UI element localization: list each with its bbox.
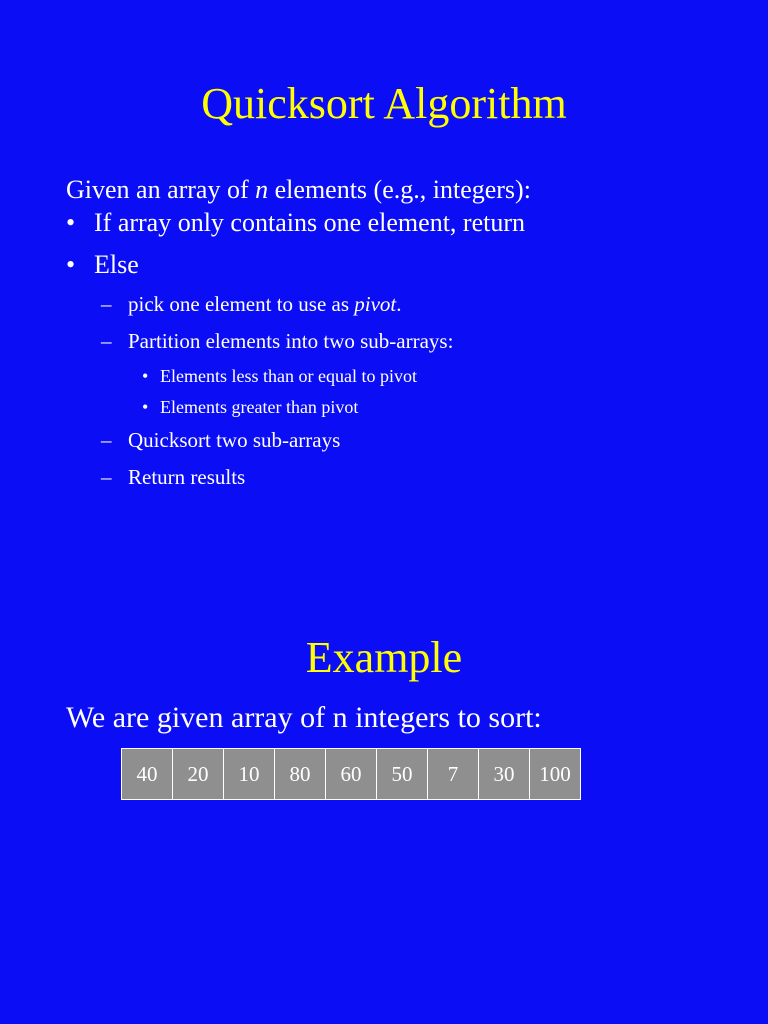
array-cell: 80	[275, 749, 326, 799]
sub-item-quicksort	[66, 426, 746, 463]
bullet-item-return	[66, 206, 746, 248]
bullet-marker: •	[66, 208, 76, 237]
bullet-text: If array only contains one element, return	[94, 208, 525, 237]
sub-item-text-after: .	[396, 292, 402, 316]
intro-text-before: Given an array of	[66, 175, 256, 204]
sub-item-return-results	[66, 463, 746, 500]
bullet-item-else	[66, 248, 746, 290]
array-cell: 60	[326, 749, 377, 799]
sub-item-text: Partition elements into two sub-arrays:	[128, 329, 454, 353]
sub-item-partition	[66, 327, 746, 364]
sub-item-text-before: pick one element to use as	[128, 292, 355, 316]
bullet-marker: •	[142, 397, 149, 417]
dash-marker: –	[101, 292, 112, 316]
bullet-marker: •	[142, 366, 149, 386]
array-cell: 7	[428, 749, 479, 799]
slide-content	[66, 174, 746, 500]
subsub-item-text: Elements less than or equal to pivot	[160, 366, 417, 386]
sub-item-text: Quicksort two sub-arrays	[128, 428, 341, 452]
sub-item-text-italic: pivot	[354, 292, 397, 316]
subsub-item-less-equal	[66, 364, 746, 395]
bullet-text: Else	[94, 250, 139, 279]
array-cell: 10	[224, 749, 275, 799]
slide-example	[0, 512, 768, 1024]
intro-text	[66, 174, 746, 206]
subsub-item-greater	[66, 395, 746, 426]
intro-text-italic: n	[255, 175, 269, 204]
dash-marker: –	[101, 428, 112, 452]
dash-marker: –	[101, 465, 112, 489]
slide-title: Quicksort Algorithm	[201, 79, 567, 128]
dash-marker: –	[101, 329, 112, 353]
bullet-marker: •	[66, 250, 76, 279]
intro-text-after: elements (e.g., integers):	[268, 175, 531, 204]
sub-item-text: Return results	[128, 465, 246, 489]
array-cell: 40	[122, 749, 173, 799]
array-cell: 50	[377, 749, 428, 799]
slide-title: Example	[305, 633, 463, 682]
subsub-item-text: Elements greater than pivot	[160, 397, 359, 417]
array-cell: 100	[530, 749, 580, 799]
array-cell: 30	[479, 749, 530, 799]
lead-text: We are given array of n integers to sort:	[66, 701, 542, 734]
integer-array	[121, 748, 581, 800]
sub-item-pick-pivot	[66, 290, 746, 327]
array-cell: 20	[173, 749, 224, 799]
